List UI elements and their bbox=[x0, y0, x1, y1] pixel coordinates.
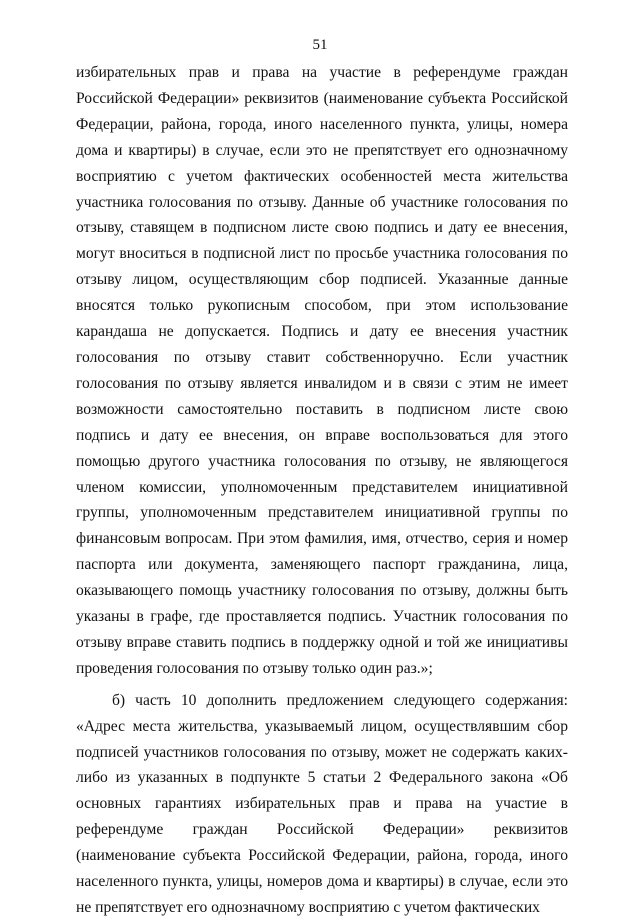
paragraph-continuation: избирательных прав и права на участие в референдуме граждан Российской Федерации» реквизитов (наименование субъекта Российской Федерации, района, города, иного населенного пункта, улицы, номера дома и квартиры) в случае, если это не препятствует его однозначному восприятию с учетом фактических особенностей места жительства участника голосования по отзыву. Данные об участнике голосования по отзыву, ставящем в подписном листе свою подпись и дату ее внесения, могут вноситься в подписной лист по просьбе участника голосования по отзыву лицом, осуществляющим сбор подписей. Указанные данные вносятся только рукописным способом, при этом использование карандаша не допускается. Подпись и дату ее внесения участник голосования по отзыву ставит собственноручно. Если участник голосования по отзыву является инвалидом и в связи с этим не имеет возможности самостоятельно поставить в подписном листе свою подпись и дату ее внесения, он вправе воспользоваться для этого помощью другого участника голосования по отзыву, не являющегося членом комиссии, уполномоченным представителем инициативной группы, уполномоченным представителем инициативной группы по финансовым вопросам. При этом фамилия, имя, отчество, серия и номер паспорта или документа, заменяющего паспорт гражданина, лица, оказывающего помощь участнику голосования по отзыву, должны быть указаны в графе, где проставляется подпись. Участник голосования по отзыву вправе ставить подпись в поддержку одной и той же инициативы проведения голосования по отзыву только один раз.»; bbox=[76, 64, 568, 677]
page-number: 51 bbox=[312, 37, 328, 53]
paragraph-item-b: б) часть 10 дополнить предложением следующего содержания: «Адрес места жительства, указываемый лицом, осуществлявшим сбор подписей участников голосования по отзыву, может не содержать каких-либо из указанных в подпункте 5 статьи 2 Федерального закона «Об основных гарантиях избирательных прав и права на участие в референдуме граждан Российской Федерации» реквизитов (наименование субъекта Российской Федерации, района, города, иного населенного пункта, улицы, номеров дома и квартиры) в случае, если это не препятствует его однозначному восприятию с учетом фактических bbox=[76, 691, 568, 916]
document-body bbox=[76, 60, 568, 921]
